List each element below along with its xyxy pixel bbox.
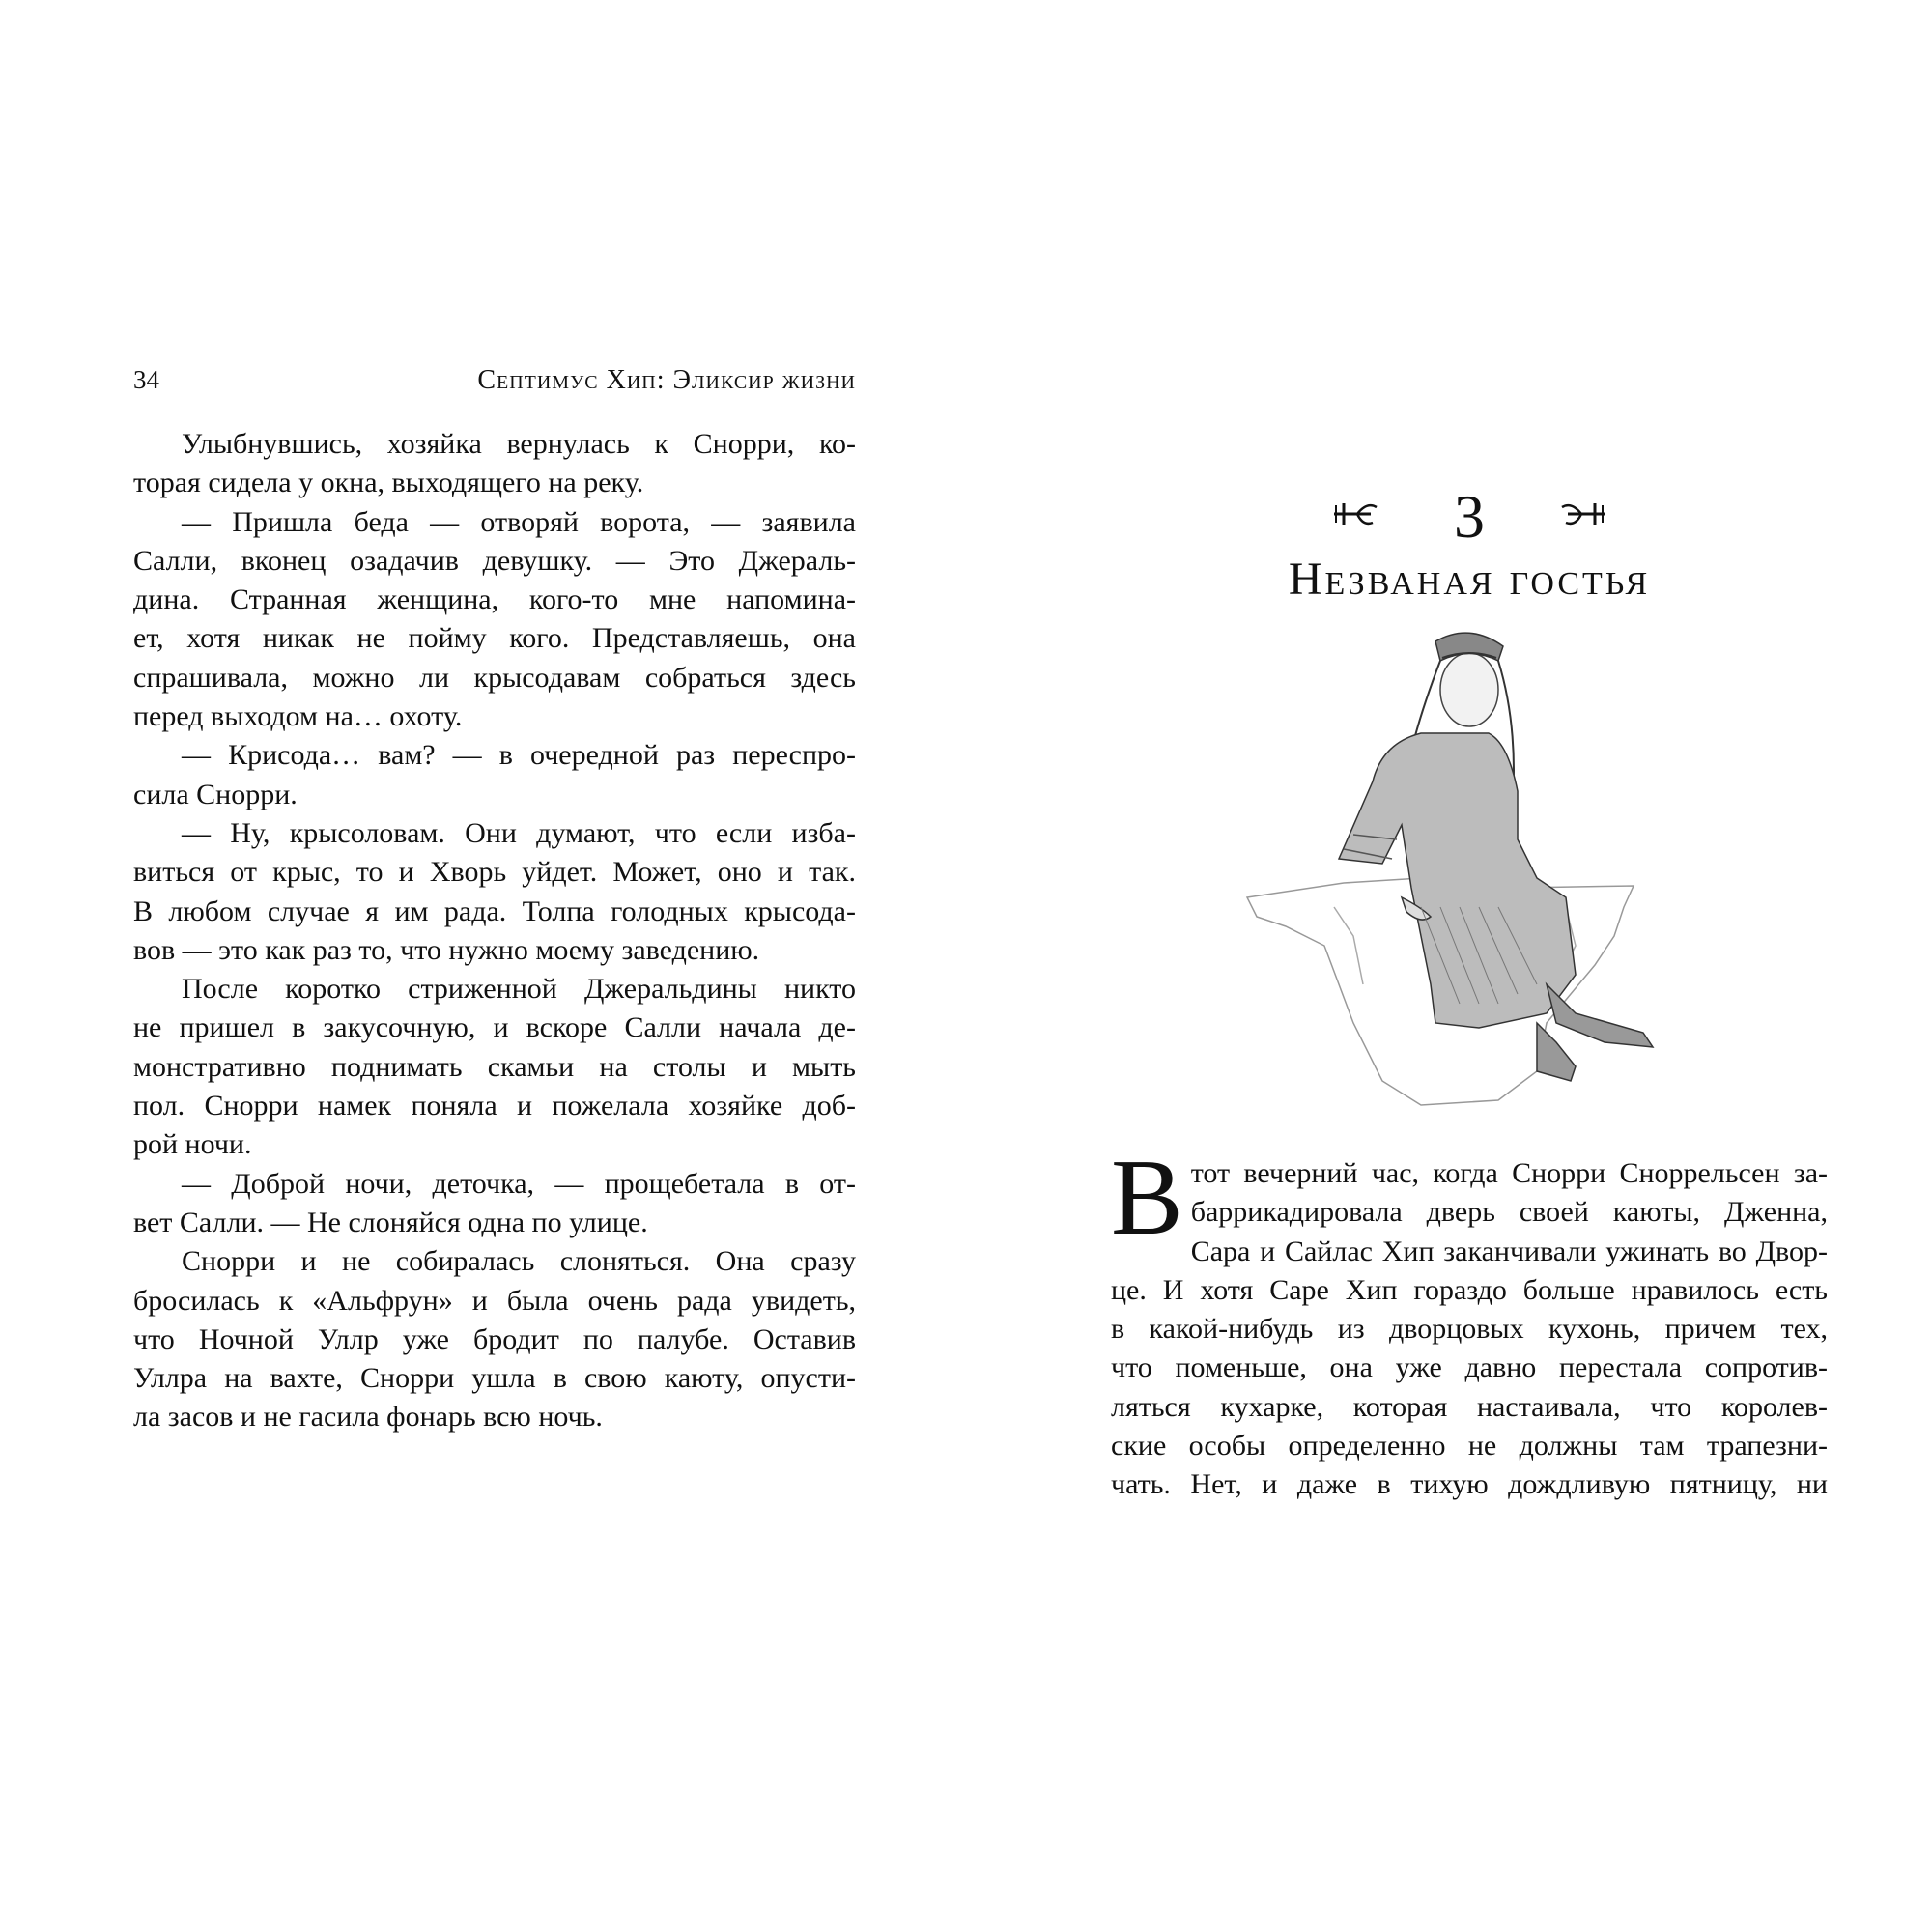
text-line: виться от крыс, то и Хворь уйдет. Может, оно и так. [133,856,856,889]
text-line: перед выходом на… охоту. [133,700,463,733]
text-line: вет Салли. — Не слоняйся одна по улице. [133,1206,648,1238]
text-line: ет, хотя никак не пойму кого. Представляешь, она [133,622,856,655]
text-line: чать. Нет, и даже в тихую дождливую пятницу, ни [1111,1468,1828,1501]
text-line: це. И хотя Саре Хип гораздо больше нравилось есть [1111,1273,1828,1306]
chapter-heading [1111,483,1828,551]
text-line: монстративно поднимать скамьи на столы и мыть [133,1050,856,1083]
text-line: что Ночной Уллр уже бродит по палубе. Оставив [133,1322,856,1355]
text-line: ляться кухарке, которая настаивала, что королев- [1111,1390,1828,1423]
text-line: баррикадировала дверь своей каюты, Дженна, [1190,1196,1828,1229]
text-line: что поменьше, она уже давно перестала сопротив- [1111,1351,1828,1384]
text-line: Уллра на вахте, Снорри ушла в свою каюту, опусти- [133,1362,856,1395]
text-line: рой ночи. [133,1128,252,1161]
right-page [1111,483,1828,1505]
text-line: В любом случае я им рада. Толпа голодных крысода- [133,895,856,927]
text-line: — Пришла беда — отворяй ворота, — заявила [182,505,856,538]
fleuron-left-icon [1328,497,1386,537]
right-body-text [1111,1138,1828,1505]
text-line: Сара и Сайлас Хип заканчивали ужинать во Двор- [1190,1235,1828,1267]
text-line: ла засов и не гасила фонарь всю ночь. [133,1401,603,1434]
text-line: дина. Странная женщина, кого-то мне напомина- [133,583,856,616]
sketch-girl-icon [1228,617,1711,1120]
text-line: — Ну, крысоловам. Они думают, что если изба- [182,816,856,849]
text-line: тот вечерний час, когда Снорри Сноррельсен за- [1190,1157,1828,1189]
fleuron-right-icon [1552,497,1610,537]
text-line: сила Снорри. [133,778,298,810]
chapter-title: Незваная гостья [1288,554,1651,605]
text-line: в какой-нибудь из дворцовых кухонь, причем тех, [1111,1313,1828,1346]
running-title: Септимус Хип: Эликсир жизни [477,365,856,395]
text-line: После коротко стриженной Джеральдины никто [182,973,856,1006]
chapter-illustration [1228,617,1711,1120]
text-line: — Доброй ночи, деточка, — прощебетала в от- [182,1167,856,1200]
text-line: спрашивала, можно ли крысодавам собраться здесь [133,661,856,694]
text-line: Улыбнувшись, хозяйка вернулась к Снорри, ко- [182,428,856,460]
text-line: не пришел в закусочную, и вскоре Салли начала де- [133,1011,856,1044]
text-line: торая сидела у окна, выходящего на реку. [133,467,644,499]
text-line: вов — это как раз то, что нужно моему заведению. [133,933,760,966]
running-head [133,357,856,396]
text-line: Снорри и не собиралась слоняться. Она сразу [182,1245,856,1278]
text-line: Салли, вконец озадачив девушку. — Это Джераль- [133,544,856,577]
drop-cap: В [1111,1138,1183,1258]
chapter-number: 3 [1454,482,1485,551]
text-line: ские особы определенно не должны там трапезни- [1111,1430,1828,1463]
text-line: бросилась к «Альфрун» и была очень рада увидеть, [133,1284,856,1317]
left-page [133,357,856,1437]
left-body-text [133,425,856,1437]
page-number: 34 [133,365,159,394]
text-line: пол. Снорри намек поняла и пожелала хозяйке доб- [133,1090,856,1122]
text-line: — Крисода… вам? — в очередной раз переспро- [182,739,856,772]
